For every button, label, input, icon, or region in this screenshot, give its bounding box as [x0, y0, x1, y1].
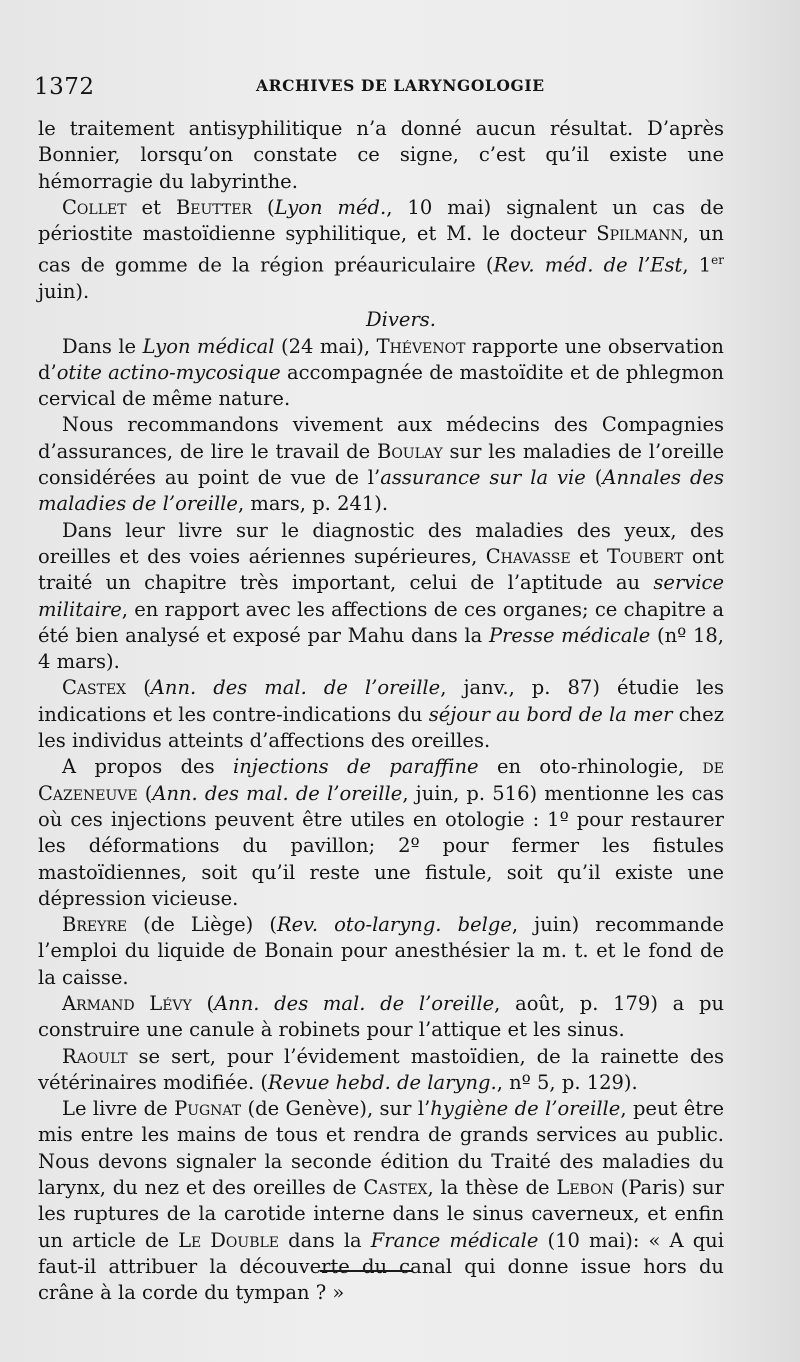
text-run: ont traité un chapitre très important, celui de l’aptitude au [38, 544, 724, 595]
section-heading: Divers. [366, 307, 436, 331]
paragraph-continuation [38, 116, 724, 195]
paragraph-thevenot [38, 334, 724, 413]
author-name: Collet [62, 195, 127, 219]
journal-reference: Lyon médical [142, 334, 275, 358]
page-body [38, 116, 724, 1307]
italic-term: otite actino-mycosique [56, 360, 281, 384]
text-run: , mars, p. 241). [237, 492, 389, 516]
text-run: (10 mai): « A qui faut-il attribuer la découverte du canal qui donne issue hors du crâne à la corde du tympan ? » [38, 1228, 724, 1305]
italic-term: hygiène de l’oreille [430, 1097, 621, 1121]
text-run: , août, p. 179) a pu construire une canule à robinets pour l’attique et les sinus. [38, 992, 724, 1042]
superscript: er [711, 253, 724, 268]
journal-reference: Revue hebd. de laryng. [268, 1070, 497, 1094]
paragraph-collet [38, 195, 724, 306]
text-run: , peut être mis entre les mains de tous et rendra de grands services au public. Nous devons signaler la seconde édition du Traité des maladies du larynx, du nez et des oreilles de [38, 1097, 725, 1200]
journal-reference: Ann. des mal. de l’oreille [150, 676, 441, 700]
author-name: Lebon [556, 1176, 614, 1200]
text-run: , nº 5, p. 129). [496, 1070, 638, 1094]
end-rule [320, 1270, 412, 1272]
italic-term: injections de paraffine [232, 755, 479, 779]
italic-term: service militaire [38, 571, 724, 621]
author-name: Armand Lévy [62, 992, 192, 1015]
author-name: de Cazeneuve [38, 755, 724, 805]
journal-reference: Presse médicale [488, 623, 651, 647]
text-run: chez les individus atteints d’affections des oreilles. [38, 702, 724, 753]
text-run: , juin, p. 516) mentionne les cas où ces injections peuvent être utiles en otologie : 1º pour restaurer les déformations du pavillon; 2º pour fermer les fistules mastoïdiennes, soit qu’il reste une fistule, soit qu’il existe une dépression vicieuse. [38, 781, 724, 910]
journal-reference: Rev. oto-laryng. belge [276, 913, 512, 937]
text-run: , en rapport avec les affections de ces organes; ce chapitre a été bien analysé et exposé par Mahu dans la [38, 597, 724, 647]
journal-reference: Lyon méd. [274, 195, 387, 219]
text-run: ( [585, 466, 603, 490]
journal-reference: Annales des maladies de l’oreille [38, 466, 724, 516]
paragraph-text: le traitement antisyphilitique n’a donné aucun résultat. D’après Bonnier, lorsqu’on constate ce signe, c’est qu’il existe une hémorragie du labyrinthe. [38, 117, 724, 193]
text-run: , 1 [682, 253, 712, 277]
text-run: Dans leur livre sur le diagnostic des maladies des yeux, des oreilles et des voies aériennes supérieures, [38, 518, 724, 568]
paragraph-levy [38, 991, 724, 1044]
page-number: 1372 [34, 74, 95, 100]
journal-reference: France médicale [370, 1228, 539, 1252]
text-run: se sert, pour l’évidement mastoïdien, de la rainette des vétérinaires modifiée. ( [38, 1044, 724, 1094]
author-name: Toubert [606, 544, 684, 568]
author-name: Le Double [178, 1228, 280, 1252]
journal-reference: Rev. méd. de l’Est [493, 253, 683, 277]
author-name: Castex [62, 676, 127, 700]
text-run: sur les maladies de l’oreille considérées au point de vue de l’ [38, 439, 724, 490]
text-run: juin). [38, 280, 90, 304]
running-head: ARCHIVES DE LARYNGOLOGIE [256, 76, 545, 95]
paragraph-boulay [38, 412, 724, 517]
italic-term: séjour au bord de la mer [428, 702, 673, 726]
text-run: , 10 mai) signalent un cas de périostite mastoïdienne syphilitique, et M. le docteur [38, 195, 724, 246]
author-name: Chavasse [485, 544, 571, 568]
author-name: Spilmann [596, 222, 683, 246]
author-name: Breyre [62, 913, 128, 937]
text-run: dans la [279, 1228, 371, 1252]
author-name: Beutter [175, 195, 252, 219]
author-name: Pugnat [174, 1097, 242, 1121]
text-run: (Paris) sur les ruptures de la carotide interne dans le sinus caverneux, et enfin un article de [38, 1176, 724, 1252]
author-name: Raoult [62, 1044, 128, 1068]
text-run: Dans le [62, 334, 143, 358]
text-run: (de Genève), sur l’ [241, 1097, 431, 1121]
paragraph-breyre [38, 912, 724, 991]
text-run: ( [251, 195, 275, 219]
paragraph-raoult [38, 1044, 724, 1097]
text-run: , juin) recommande l’emploi du liquide de Bonain pour anesthésier la m. t. et le fond de la caisse. [38, 913, 724, 989]
text-run: (24 mai), [274, 334, 377, 358]
text-run: ( [191, 992, 215, 1015]
text-run: , un cas de gomme de la région préauriculaire ( [38, 222, 724, 277]
page-header [34, 74, 774, 104]
paragraph-cazeneuve [38, 754, 724, 912]
author-name: Thévenot [376, 334, 466, 358]
text-run: Nous recommandons vivement aux médecins des Compagnies d’assurances, de lire le travail de [38, 413, 724, 463]
text-run: , janv., p. 87) étudie les indications et les contre-indications du [38, 676, 724, 726]
paragraph-chavasse [38, 518, 724, 676]
text-run: , la thèse de [427, 1176, 557, 1200]
text-run: (de Liège) ( [127, 913, 277, 937]
italic-term: assurance sur la vie [380, 466, 586, 490]
text-run: en oto-rhinologie, [478, 755, 703, 779]
journal-reference: Ann. des mal. de l’oreille [214, 992, 495, 1015]
journal-reference: Ann. des mal. de l’oreille [152, 781, 403, 805]
author-name: Castex [363, 1176, 428, 1200]
text-run: ( [126, 676, 151, 700]
text-run: et [570, 544, 607, 568]
text-run: (nº 18, 4 mars). [38, 623, 724, 674]
text-run: A propos des [62, 755, 233, 779]
text-run: accompagnée de mastoïdite et de phlegmon cervical de même nature. [38, 360, 724, 411]
author-name: Boulay [377, 439, 443, 463]
text-run: Le livre de [62, 1097, 175, 1121]
paragraph-castex [38, 675, 724, 754]
text-run: rapporte une observation d’ [38, 334, 724, 384]
text-run: et [126, 195, 176, 219]
paragraph-pugnat [38, 1096, 724, 1306]
text-run: ( [137, 781, 153, 805]
